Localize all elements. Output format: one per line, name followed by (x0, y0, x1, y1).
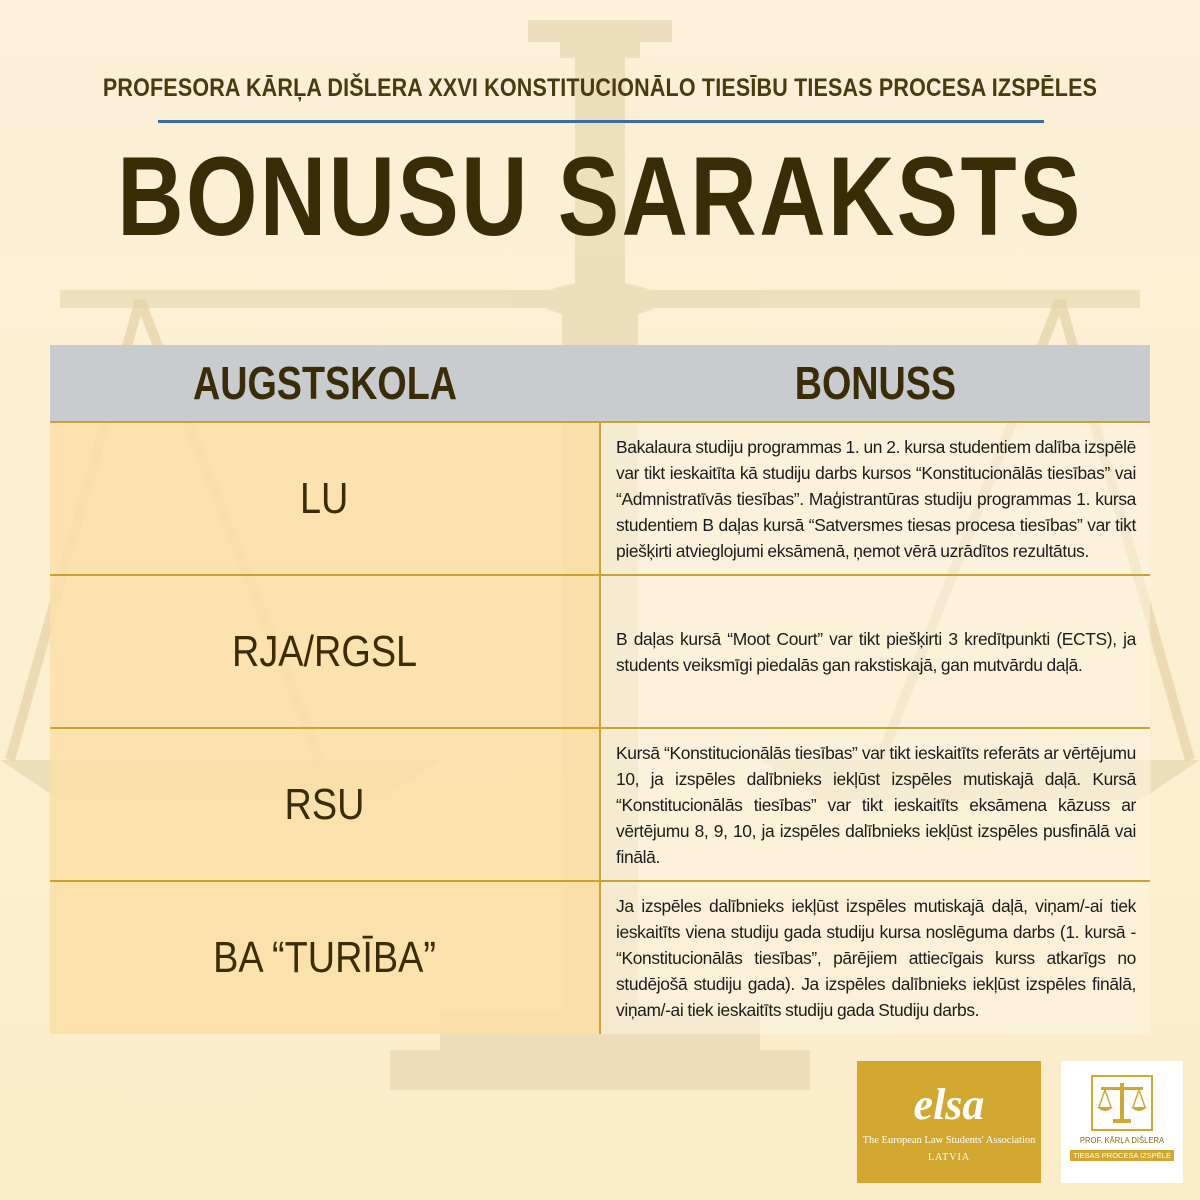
table-row (50, 728, 1150, 881)
university-cell: RJA/RGSL (50, 575, 600, 728)
elsa-logo (857, 1061, 1041, 1183)
scales-of-justice-icon (1091, 1075, 1153, 1133)
moot-logo-line1: PROF. KĀRĻA DIŠLERA (1079, 1135, 1165, 1145)
table-header-row (50, 345, 1150, 422)
bonus-cell: Bakalaura studiju programmas 1. un 2. kursa studentiem dalība izspēlē var tikt ieskaitīta kā studiju darbs kursos “Konstitucionālās tiesības” vai “Admnistratīvās tiesības”. Maģistrantūras studiju programmas 1. kursa studentiem B daļas kursā “Satversmes tiesas procesa tiesības” var tikt piešķirti atvieglojumi eksāmenā, ņemot vērā uzrādītos rezultātus. (600, 422, 1150, 575)
table-row (50, 881, 1150, 1034)
elsa-logo-country: LATVIA (927, 1152, 971, 1163)
university-cell: BA “TURĪBA” (50, 881, 600, 1034)
moot-logo-line2: TIESAS PROCESA IZSPĒLE (1070, 1150, 1174, 1161)
bonus-cell: B daļas kursā “Moot Court” var tikt piešķirti 3 kredītpunkti (ECTS), ja students veiksmīgi piedalās gan rakstiskajā, gan mutvārdu daļā. (600, 575, 1150, 728)
event-subtitle: PROFESORA KĀRĻA DIŠLERA XXVI KONSTITUCIONĀLO TIESĪBU TIESAS PROCESA IZSPĒLES (102, 74, 1098, 102)
moot-court-logo (1061, 1061, 1183, 1183)
bonus-table (50, 345, 1150, 1034)
elsa-logo-word: elsa (913, 1080, 985, 1129)
university-cell: RSU (50, 728, 600, 881)
elsa-logo-subtitle: The European Law Students' Association (862, 1135, 1036, 1146)
column-header-bonus: BONUSS (600, 345, 1150, 422)
column-header-university: AUGSTSKOLA (50, 345, 600, 422)
table-row (50, 575, 1150, 728)
page-title: BONUSU SARAKSTS (117, 134, 1083, 259)
table-row (50, 422, 1150, 575)
university-cell: LU (50, 422, 600, 575)
title-divider (158, 120, 1044, 123)
bonus-cell: Ja izspēles dalībnieks iekļūst izspēles mutiskajā daļā, viņam/-ai tiek ieskaitīts viena studiju gada studiju kursa noslēguma darbs (1. kursā - “Konstitucionālās tiesības”, pārējiem attiecīgais kurss atkarīgs no studējošā studiju gada). Ja izspēles dalībnieks iekļūst izspēles finālā, viņam/-ai tiek ieskaitīts studiju gada Studiju darbs. (600, 881, 1150, 1034)
bonus-cell: Kursā “Konstitucionālās tiesības” var tikt ieskaitīts referāts ar vērtējumu 10, ja izspēles dalībnieks iekļūst izspēles mutiskajā daļā. Kursā “Konstitucionālās tiesības” var tikt ieskaitīts eksāmena kāzuss ar vērtējumu 8, 9, 10, ja izspēles dalībnieks iekļūst izspēles pusfinālā vai finālā. (600, 728, 1150, 881)
